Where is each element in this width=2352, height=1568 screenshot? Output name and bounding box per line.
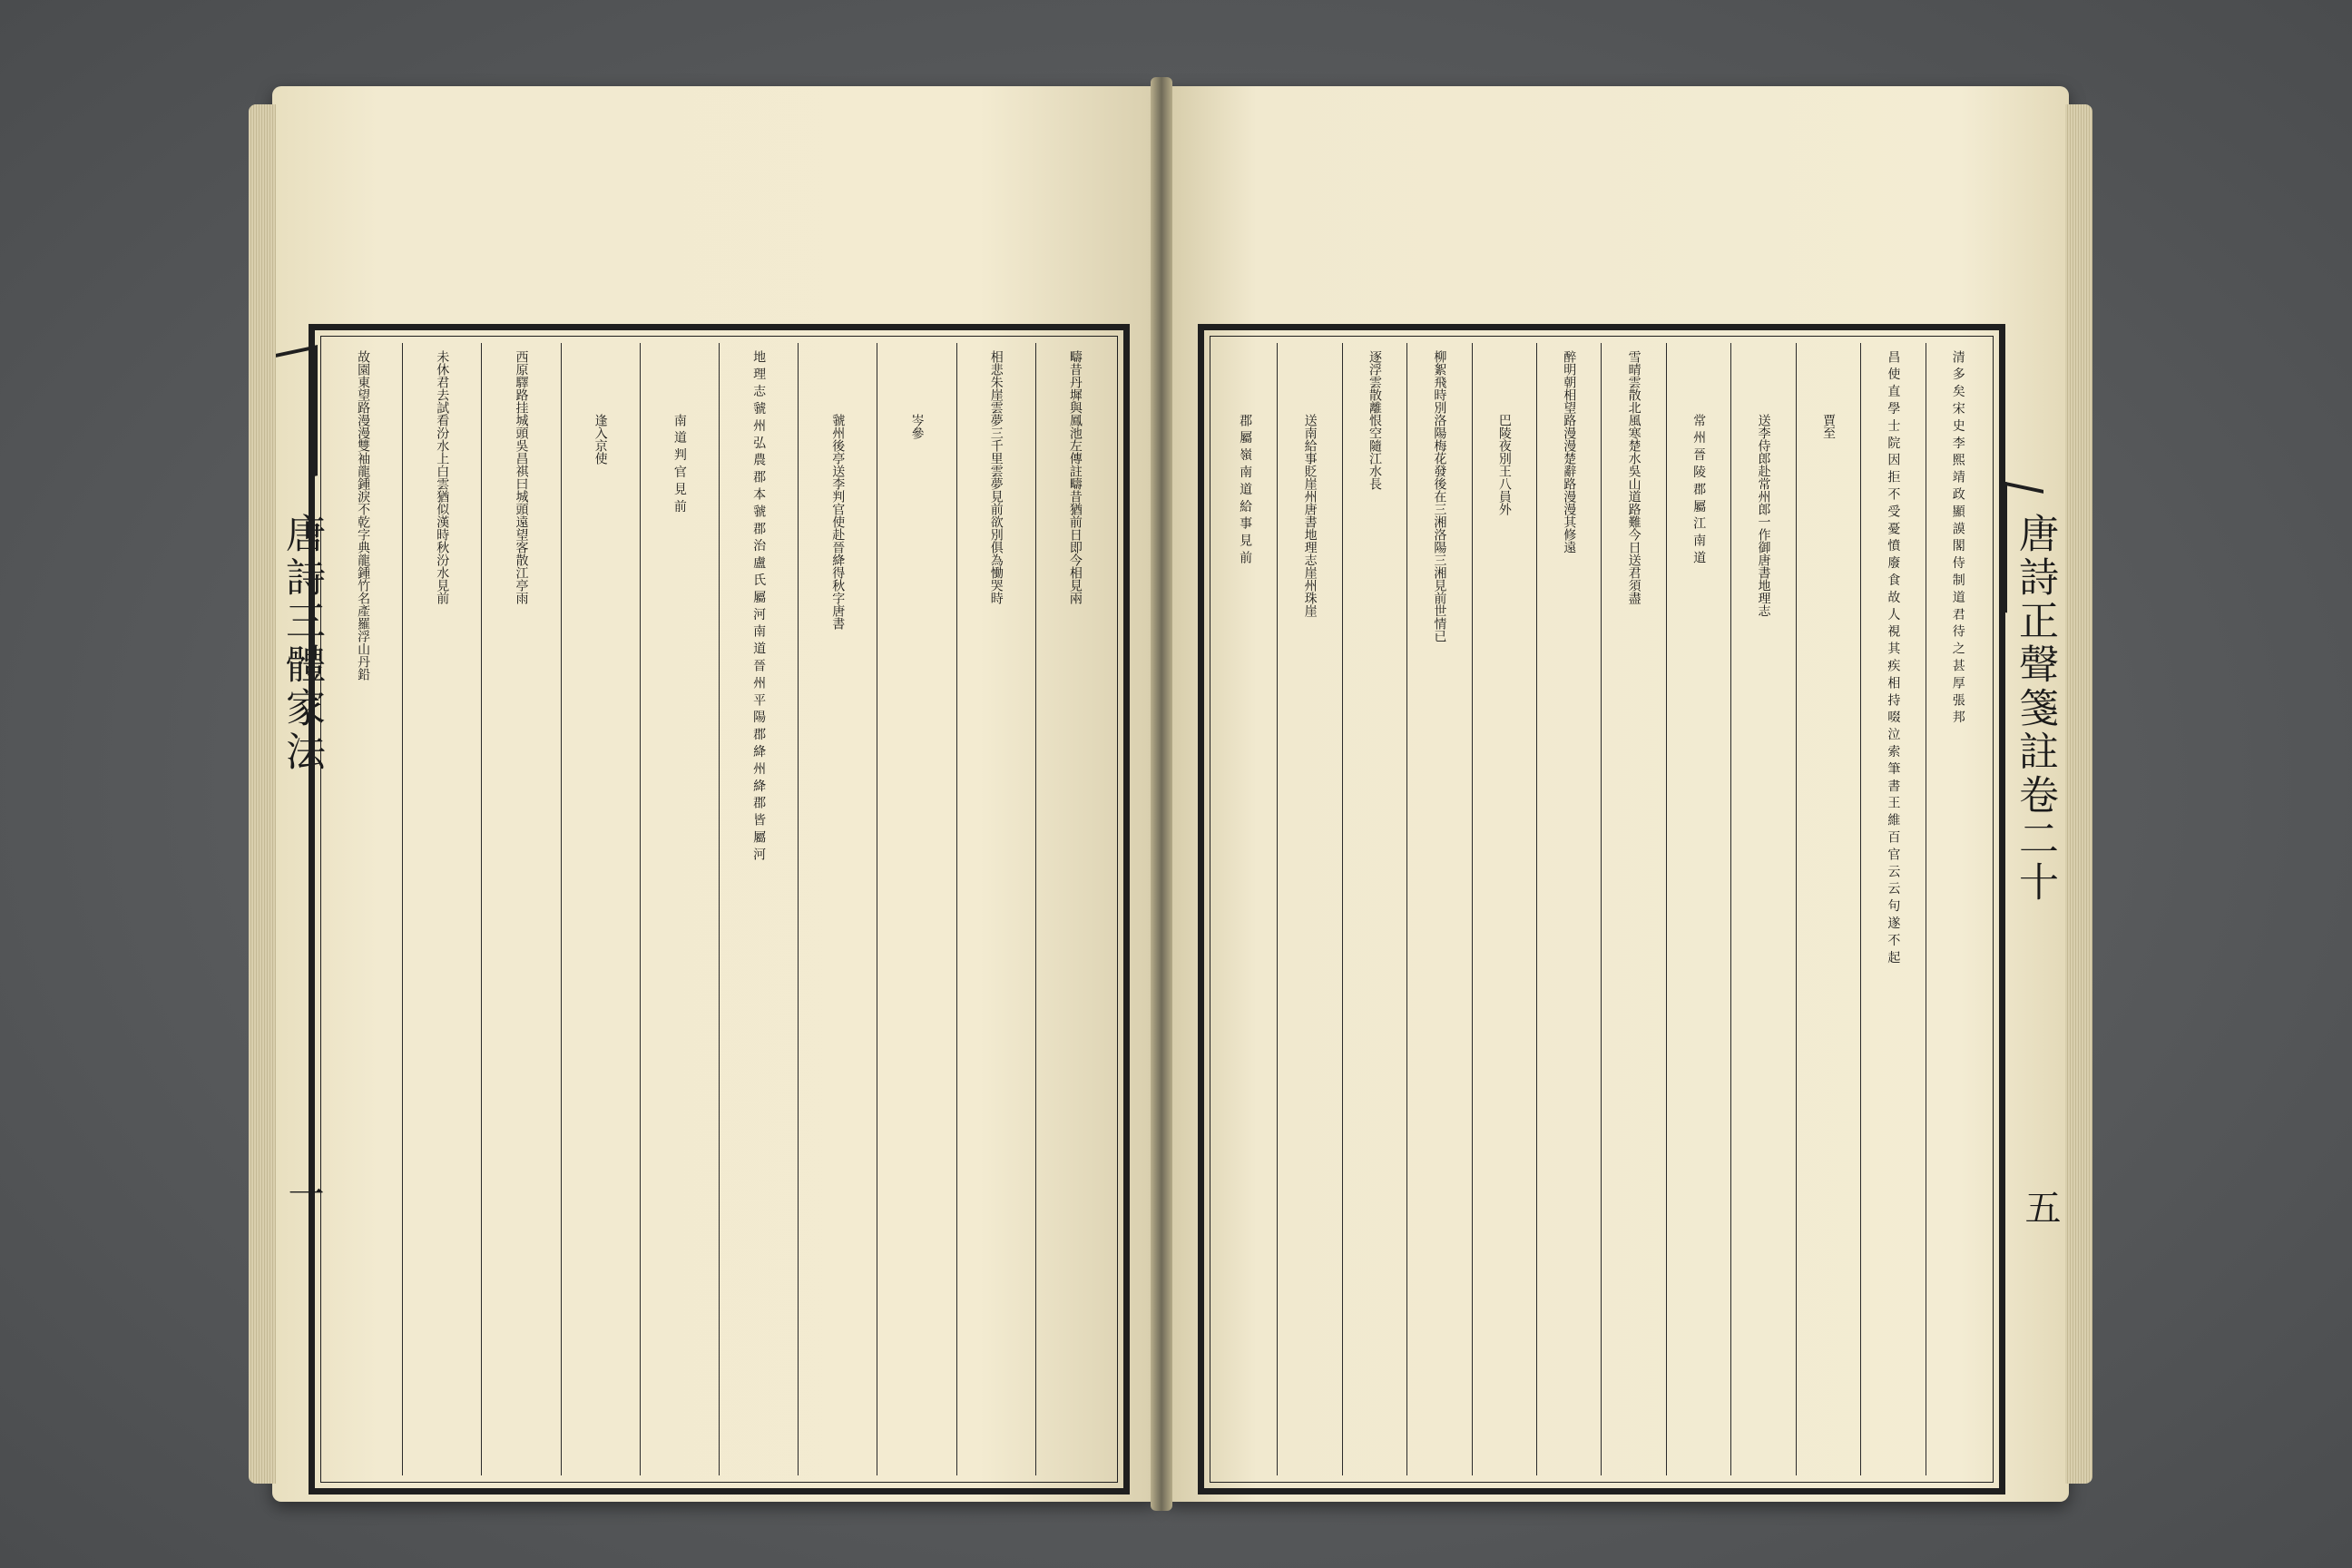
column-text: 清多矣宋史李熙靖政顯謨閣侍制道君待之甚厚張邦 [1950,350,1965,728]
left-page-edges [249,104,276,1484]
column-text: 未休君去試看汾水上白雲猶似漢時秋汾水見前 [435,350,450,604]
text-column [1035,343,1114,1475]
column-text: 常州晉陵郡屬江南道 [1691,414,1707,569]
column-text: 相悲朱崖雲夢三千里雲夢見前欲別俱為慟哭時 [988,350,1004,604]
text-column [1406,343,1471,1475]
column-text: 西原驛路挂城頭吳昌祺曰城頭遠望客散江亭雨 [514,350,529,604]
text-column [798,343,877,1475]
left-print-frame [309,324,1130,1494]
text-column [561,343,640,1475]
column-text: 賈至 [1820,414,1836,439]
text-column [1472,343,1536,1475]
text-column [640,343,719,1475]
text-column [1277,343,1341,1475]
column-text: 柳絮飛時別洛陽梅花發後在三湘洛陽三湘見前世情已 [1432,350,1447,642]
text-column [1730,343,1795,1475]
text-column [1926,343,1990,1475]
text-column [324,343,402,1475]
text-column [877,343,956,1475]
column-text: 醉明朝相望路漫漫楚辭路漫漫其修遠 [1562,350,1577,554]
column-text: 逐浮雲散離恨空隨江水長 [1367,350,1382,490]
column-text: 雪晴雲散北風寒楚水吳山道路難今日送君須盡 [1626,350,1642,604]
text-column [481,343,560,1475]
column-text: 巴陵夜別王八員外 [1496,414,1512,515]
column-text: 南道判官見前 [671,414,687,517]
text-column [1666,343,1730,1475]
right-text-columns [1213,343,1990,1475]
text-column [1860,343,1925,1475]
right-folio-number: 五 [2019,1189,2061,1225]
column-text: 送南給事貶崖州唐書地理志崖州珠崖 [1302,414,1318,617]
text-column [1601,343,1665,1475]
text-column [719,343,798,1475]
text-column [1536,343,1601,1475]
left-margin-title: 唐詩三體家法 [279,513,325,774]
left-text-columns [324,343,1114,1475]
column-text: 疇昔丹墀與鳳池左傳註疇昔猶前日即今相見兩 [1067,350,1083,604]
column-text: 郡屬嶺南道給事見前 [1238,414,1253,569]
column-text: 送李侍郎赴常州郎一作御唐書地理志 [1756,414,1771,617]
text-column [1213,343,1277,1475]
column-text: 昌使直學士院因拒不受憂憤廢食故人視其疾相持啜泣索筆書王維百官云云句遂不起 [1886,350,1901,968]
text-column [402,343,481,1475]
column-text: 岑參 [909,414,925,439]
column-text: 故園東望路漫漫雙袖龍鍾淚不乾字典龍鍾竹名產羅浮山丹鉛 [356,350,371,681]
left-folio-number: 一 [282,1175,324,1211]
text-column [956,343,1035,1475]
text-column [1796,343,1860,1475]
text-column [1342,343,1406,1475]
book-gutter [1151,77,1172,1511]
right-print-frame [1198,324,2005,1494]
right-margin-title: 唐詩正聲箋註卷二十 [2012,513,2058,905]
column-text: 逢入京使 [593,414,608,465]
open-book [272,86,2069,1502]
column-text: 虢州後亭送李判官使赴晉絳得秋字唐書 [830,414,846,630]
right-page-edges [2065,104,2092,1484]
column-text: 地理志虢州弘農郡本虢郡治盧氏屬河南道晉州平陽郡絳州絳郡皆屬河 [751,350,767,865]
